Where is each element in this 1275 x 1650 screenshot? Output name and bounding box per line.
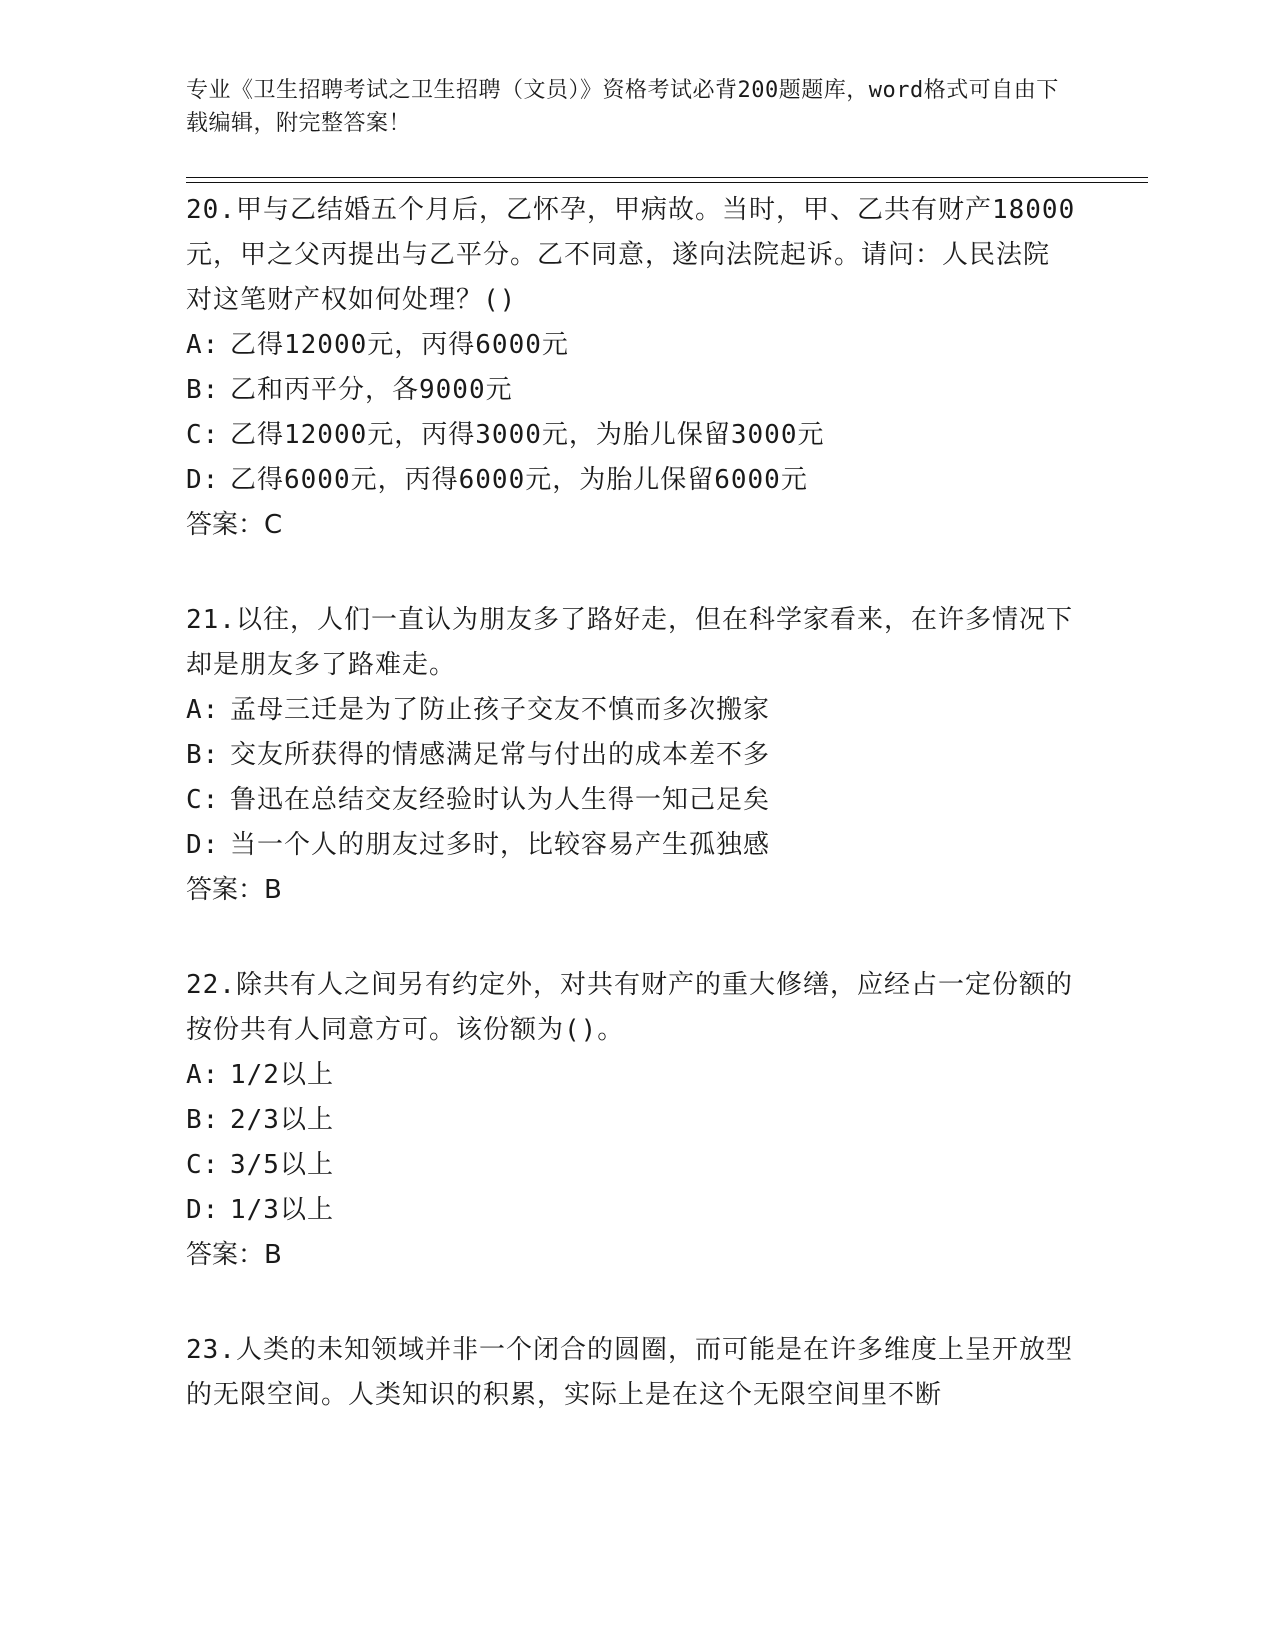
option-letter: D: — [186, 1195, 220, 1225]
option-text: 鲁迅在总结交友经验时认为人生得一知己足矣 — [230, 785, 771, 815]
option-letter: C: — [186, 1150, 220, 1180]
question-text: 21.以往，人们一直认为朋友多了路好走，但在科学家看来，在许多情况下却是朋友多了路难走。 — [186, 605, 1073, 680]
option-text: 乙得6000元，丙得6000元，为胎儿保留6000元 — [230, 465, 808, 495]
option-a — [186, 323, 1076, 368]
option-d — [186, 1188, 1076, 1233]
header-divider-bottom — [186, 182, 1148, 183]
option-letter: D: — [186, 465, 220, 495]
option-text: 交友所获得的情感满足常与付出的成本差不多 — [230, 740, 771, 770]
document-header: 专业《卫生招聘考试之卫生招聘（文员）》资格考试必背200题题库，word格式可自由下载编辑，附完整答案！ — [186, 78, 1059, 136]
option-letter: A: — [186, 330, 220, 360]
question-text: 20.甲与乙结婚五个月后，乙怀孕，甲病故。当时，甲、乙共有财产18000元，甲之父丙提出与乙平分。乙不同意，遂向法院起诉。请问：人民法院对这笔财产权如何处理？() — [186, 195, 1076, 315]
option-text: 乙得12000元，丙得3000元，为胎儿保留3000元 — [230, 420, 825, 450]
question-22 — [186, 963, 1076, 1278]
option-a — [186, 688, 1076, 733]
option-c — [186, 1143, 1076, 1188]
option-text: 1/3以上 — [230, 1195, 334, 1225]
option-letter: B: — [186, 1105, 220, 1135]
option-b — [186, 368, 1076, 413]
question-21 — [186, 598, 1076, 913]
option-text: 乙和丙平分，各9000元 — [230, 375, 513, 405]
question-20 — [186, 188, 1076, 548]
answer-line: 答案：C — [186, 510, 283, 540]
option-b — [186, 1098, 1076, 1143]
option-letter: A: — [186, 695, 220, 725]
question-list — [186, 188, 1076, 1468]
option-a — [186, 1053, 1076, 1098]
option-text: 2/3以上 — [230, 1105, 334, 1135]
option-text: 1/2以上 — [230, 1060, 334, 1090]
option-text: 3/5以上 — [230, 1150, 334, 1180]
question-text: 22.除共有人之间另有约定外，对共有财产的重大修缮，应经占一定份额的按份共有人同意方可。该份额为()。 — [186, 970, 1073, 1045]
answer-line: 答案：B — [186, 1240, 282, 1270]
option-letter: B: — [186, 375, 220, 405]
option-d — [186, 823, 1076, 868]
option-letter: A: — [186, 1060, 220, 1090]
option-c — [186, 778, 1076, 823]
header-divider-top — [186, 177, 1148, 178]
option-d — [186, 458, 1076, 503]
option-letter: C: — [186, 420, 220, 450]
question-23 — [186, 1328, 1076, 1418]
option-text: 乙得12000元，丙得6000元 — [230, 330, 569, 360]
question-text: 23.人类的未知领域并非一个闭合的圆圈，而可能是在许多维度上呈开放型的无限空间。人类知识的积累，实际上是在这个无限空间里不断 — [186, 1335, 1073, 1410]
option-letter: D: — [186, 830, 220, 860]
option-letter: B: — [186, 740, 220, 770]
option-b — [186, 733, 1076, 778]
option-text: 孟母三迁是为了防止孩子交友不慎而多次搬家 — [230, 695, 771, 725]
answer-line: 答案：B — [186, 875, 282, 905]
option-letter: C: — [186, 785, 220, 815]
option-c — [186, 413, 1076, 458]
option-text: 当一个人的朋友过多时，比较容易产生孤独感 — [230, 830, 771, 860]
